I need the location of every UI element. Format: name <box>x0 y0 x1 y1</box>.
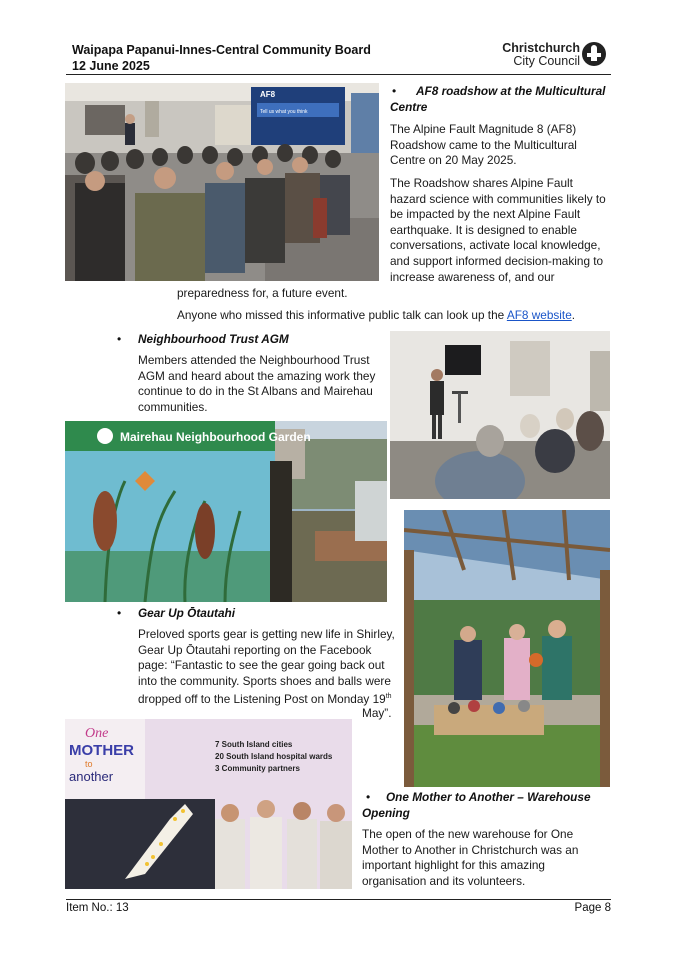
board-name-heading <box>72 42 371 74</box>
gear-up-text: Preloved sports gear is getting new life in Shirley, Gear Up Ōtautahi reporting on the Facebook page: “Fantastic to see the gear going back out into the community. Sports shoes and balls were dropped off to the Listening Post on Monday 19 <box>138 627 395 707</box>
one-mother-photo <box>65 719 352 889</box>
gear-up-photo <box>404 510 610 787</box>
af8-heading: AF8 roadshow at the Multicultural Centre <box>390 84 606 114</box>
council-logo <box>490 40 610 70</box>
gear-up-paragraph <box>138 627 396 708</box>
af8-paragraph-3 <box>177 308 617 324</box>
gear-up-paragraph-end: May”. <box>362 706 392 720</box>
banner-logo-another: another <box>69 769 114 784</box>
banner-logo-mother: MOTHER <box>69 742 134 759</box>
screen-text: Tell us what you think <box>260 109 308 115</box>
af8-website-link[interactable]: AF8 website <box>506 308 572 322</box>
item-number: Item No.: 13 <box>66 902 129 914</box>
neighbourhood-paragraph: Members attended the Neighbourhood Trust AGM and heard about the amazing work they continue to do in the St Albans and Mairehau communities. <box>138 353 376 414</box>
bullet-icon: • <box>392 84 397 98</box>
banner-line-3: 3 Community partners <box>215 764 300 773</box>
gear-up-sup: th <box>385 693 392 701</box>
neighbourhood-heading: Neighbourhood Trust AGM <box>138 332 289 346</box>
cathedral-icon <box>582 42 606 66</box>
garden-sign-text: Mairehau Neighbourhood Garden <box>120 430 311 444</box>
bullet-icon: • <box>117 332 122 346</box>
af8-paragraph-2-continued: preparedness for, a future event. <box>177 286 348 300</box>
af8-audience-photo <box>65 83 379 281</box>
af8-p3-text: Anyone who missed this informative public talk can look up the <box>177 308 507 322</box>
banner-line-2: 20 South Island hospital wards <box>215 752 333 761</box>
agm-meeting-photo <box>390 331 610 499</box>
bullet-icon: • <box>366 790 371 804</box>
one-mother-heading: One Mother to Another – Warehouse Opening <box>362 790 591 820</box>
header-rule <box>66 74 611 75</box>
logo-line-1: Christchurch <box>502 41 580 55</box>
meeting-date: 12 June 2025 <box>72 59 150 73</box>
af8-paragraph-1: The Alpine Fault Magnitude 8 (AF8) Roadshow came to the Multicultural Centre on 20 May 2025. <box>390 122 577 168</box>
page-number: Page 8 <box>574 902 611 914</box>
banner-logo-to: to <box>85 759 93 769</box>
banner-logo-one: One <box>85 726 109 741</box>
mairehau-garden-photo <box>65 421 387 602</box>
bullet-icon: • <box>117 606 122 620</box>
af8-paragraph-2: The Roadshow shares Alpine Fault hazard science with communities likely to be impacted by the next Alpine Fault earthquake. It is designed to enable conversations, activate local knowledge, and support informed decision-making to increase awareness of, and our <box>390 176 606 284</box>
board-name: Waipapa Papanui-Innes-Central Community Board <box>72 43 371 57</box>
gear-up-heading: Gear Up Ōtautahi <box>138 606 236 620</box>
logo-line-2: City Council <box>513 54 580 68</box>
one-mother-paragraph: The open of the new warehouse for One Mother to Another in Christchurch was an important highlight for this amazing organisation and its volunteers. <box>362 827 579 888</box>
footer-rule <box>66 899 611 900</box>
screen-logo: AF8 <box>260 90 276 99</box>
af8-p3-end: . <box>571 308 576 322</box>
banner-line-1: 7 South Island cities <box>215 740 293 749</box>
